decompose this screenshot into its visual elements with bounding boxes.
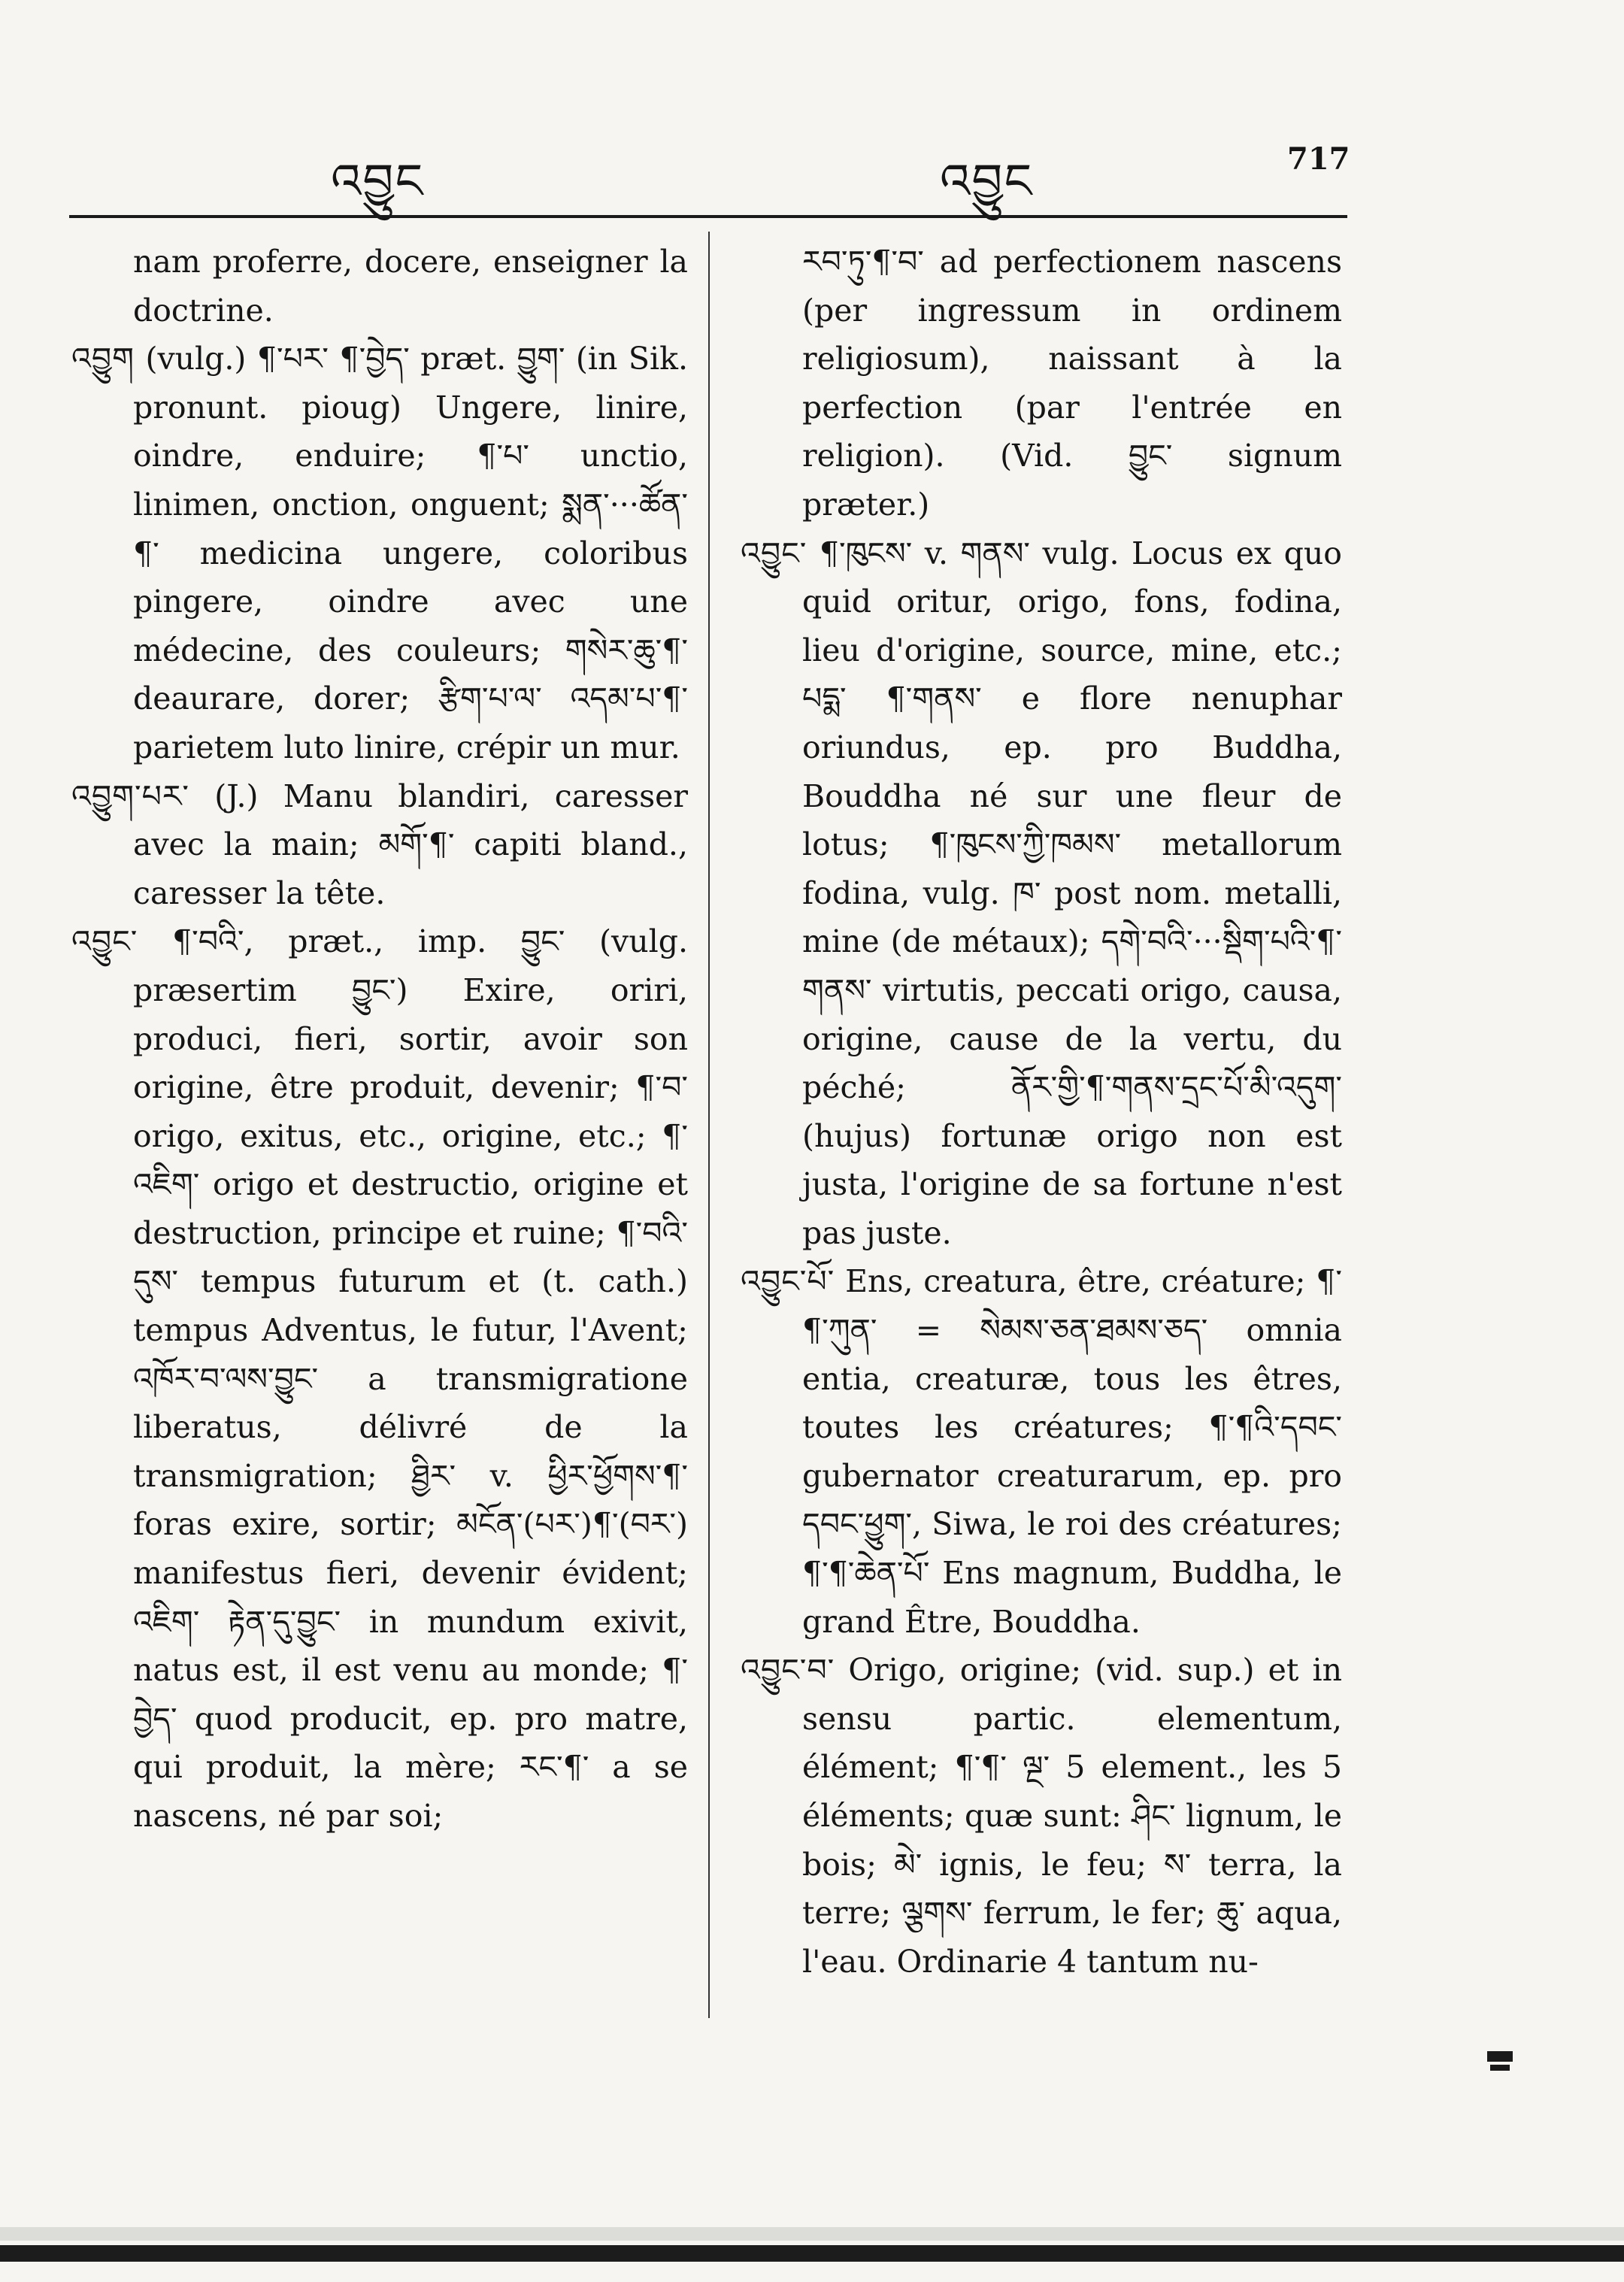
entry-headword: འབྱུག	[71, 341, 135, 377]
page-number: 717	[1287, 141, 1350, 177]
margin-mark	[1490, 2065, 1510, 2071]
running-head-right: འབྱུང	[940, 154, 1034, 210]
running-head-left: འབྱུང	[331, 154, 425, 210]
dictionary-entry	[741, 1646, 1342, 1986]
dictionary-entry	[71, 917, 688, 1840]
entry-definition: Origo, origine; (vid. sup.) et in sensu partic. elementum, élément; ¶་¶་ ལྔ་ 5 element., les 5 éléments; quæ sunt: ཤིང་ lignum, le bois; མེ་ ignis, le feu; ས་ terra, la terre; ལྕགས་ ferrum, le fer; ཆུ་ aqua, l'eau. Ordinarie 4 tantum nu-	[802, 1652, 1342, 1980]
dictionary-entry	[741, 1257, 1342, 1646]
right-column	[741, 238, 1342, 1986]
entry-definition: ¶་ཁུངས་ v. གནས་ vulg. Locus ex quo quid oritur, origo, fons, fodina, lieu d'origine, source, mine, etc.; པདྨ་ ¶་གནས་ e flore nenuphar oriundus, ep. pro Buddha, Bouddha né sur une fleur de lotus; ¶་ཁུངས་ཀྱི་ཁམས་ metallorum fodina, vulg. ཁ་ post nom. metalli, mine (de métaux); དགེ་བའི་···སྡིག་པའི་¶་ གནས་ virtutis, peccati origo, causa, origine, cause de la vertu, du péché; ནོར་གྱི་¶་གནས་དྲང་པོ་མི་འདུག་ (hujus) fortunæ origo non est justa, l'origine de sa fortune n'est pas juste.	[802, 535, 1342, 1251]
entry-headword: འབྱུང་	[741, 535, 807, 571]
entry-headword: འབྱུང་བ་	[741, 1652, 835, 1689]
scan-edge-bar	[0, 2245, 1624, 2262]
left-column	[71, 238, 688, 1841]
margin-mark	[1487, 2051, 1513, 2062]
entry-headword: འབྱུག་པར་	[71, 777, 190, 814]
dictionary-entry	[71, 772, 688, 918]
header-rule	[69, 215, 1347, 218]
continuation-text: nam proferre, docere, enseigner la doctrine.	[133, 244, 688, 329]
dictionary-entry	[71, 335, 688, 771]
dictionary-entry	[741, 529, 1342, 1258]
entry-definition: ¶་བའི་, præt., imp. བྱུང་ (vulg. præsertim བྱུང་) Exire, oriri, produci, fieri, sortir, avoir son origine, être produit, devenir; ¶་བ་ origo, exitus, etc., origine, etc.; ¶་འཇིག་ origo et destructio, origine et destruction, principe et ruine; ¶་བའི་དུས་ tempus futurum et (t. cath.) tempus Adventus, le futur, l'Avent; འཁོར་བ་ལས་བྱུང་ a transmigratione liberatus, délivré de la transmigration; ཐྱིར་ v. ཕྱིར་ཕྱོགས་¶་ foras exire, sortir; མངོན་(པར་)¶་(བར་) manifestus fieri, devenir évident; འཇིག་ རྟེན་དུ་བྱུང་ in mundum exivit, natus est, il est venu au monde; ¶་བྱེད་ quod producit, ep. pro matre, qui produit, la mère; རང་¶་ a se nascens, né par soi;	[133, 923, 688, 1834]
entry-headword: འབྱུང་	[71, 923, 138, 960]
column-divider	[708, 232, 710, 2018]
entry-definition: (J.) Manu blandiri, caresser avec la main; མགོ་¶་ capiti bland., caresser la tête.	[133, 777, 688, 911]
scan-edge-shadow	[0, 2227, 1624, 2241]
entry-definition: (vulg.) ¶་པར་ ¶་བྱེད་ præt. བྱུག་ (in Sik. pronunt. pioug) Ungere, linire, oindre, enduire; ¶་པ་ unctio, linimen, onction, onguent; སྨན་···ཚོན་¶་ medicina ungere, coloribus pingere, oindre avec une médecine, des couleurs; གསེར་ཆུ་¶་ deaurare, dorer; རྩིག་པ་ལ་ འདམ་པ་¶་ parietem luto linire, crépir un mur.	[133, 341, 688, 765]
entry-definition: Ens, creatura, être, créature; ¶་ ¶་ཀུན་ = སེམས་ཅན་ཐམས་ཅད་ omnia entia, creaturæ, tous les êtres, toutes les créatures; ¶་¶འི་དབང་ gubernator creaturarum, ep. pro དབང་ཕྱུག་, Siwa, le roi des créatures; ¶་¶་ཆེན་པོ་ Ens magnum, Buddha, le grand Être, Bouddha.	[802, 1263, 1342, 1640]
continuation-text: རབ་ཏུ་¶་བ་ ad perfectionem nascens (per ingressum in ordinem religiosum), naissant à la perfection (par l'entrée en religion). (Vid. བྱུང་ signum præter.)	[802, 244, 1342, 523]
entry-headword: འབྱུང་པོ་	[741, 1263, 835, 1300]
